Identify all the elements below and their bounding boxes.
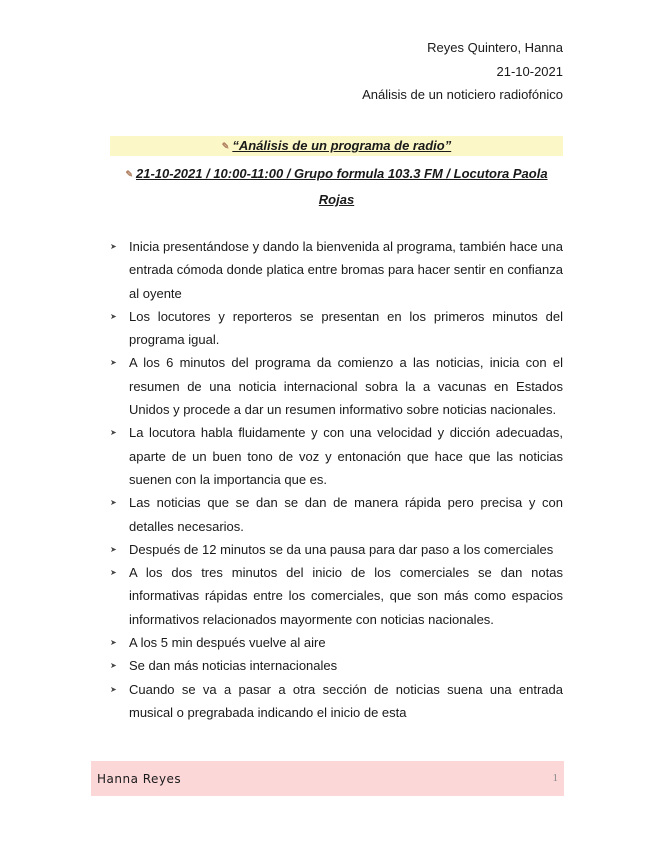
list-item: ➤ La locutora habla fluidamente y con una velocidad y dicción adecuadas, aparte de un buen tono de voz y entonación que hace que las noticias suenen con la importancia que es. <box>110 421 563 491</box>
header-date: 21-10-2021 <box>496 63 563 79</box>
author-name: Reyes Quintero, Hanna <box>427 40 563 55</box>
document-title <box>110 136 563 156</box>
pencil-mark-icon: ✎ <box>125 169 133 179</box>
list-item: ➤ Cuando se va a pasar a otra sección de noticias suena una entrada musical o pregrabada indicando el inicio de esta <box>110 678 563 725</box>
bullet-arrow-icon: ➤ <box>110 661 117 671</box>
list-item: ➤ A los dos tres minutos del inicio de los comerciales se dan notas informativas rápidas entre los comerciales, que son más como espacios informativos relacionados mayormente con noticias nacionales. <box>110 561 563 631</box>
list-item: ➤ Inicia presentándose y dando la bienvenida al programa, también hace una entrada cómoda donde platica entre bromas para hacer sentir en confianza al oyente <box>110 235 563 305</box>
document-subtitle <box>110 161 563 213</box>
bullet-arrow-icon: ➤ <box>110 498 117 508</box>
bullet-arrow-icon: ➤ <box>110 684 117 694</box>
bullet-arrow-icon: ➤ <box>110 428 117 438</box>
pencil-mark-icon: ✎ <box>221 141 230 151</box>
bullet-arrow-icon: ➤ <box>110 544 117 554</box>
document-header <box>362 36 563 107</box>
list-item: ➤ Después de 12 minutos se da una pausa para dar paso a los comerciales <box>110 538 563 561</box>
bullet-arrow-icon: ➤ <box>110 242 117 251</box>
list-item: ➤ A los 5 min después vuelve al aire <box>110 631 563 654</box>
list-item: ➤ A los 6 minutos del programa da comienzo a las noticias, inicia con el resumen de una noticia internacional sobra la a vacunas en Estados Unidos y procede a dar un resumen informativo sobre noticias nacionales. <box>110 351 563 421</box>
bullet-arrow-icon: ➤ <box>110 358 117 368</box>
list-item: ➤ Las noticias que se dan se dan de manera rápida pero precisa y con detalles necesarios. <box>110 491 563 538</box>
page-footer <box>91 761 564 796</box>
document-subject: Análisis de un noticiero radiofónico <box>362 87 563 102</box>
footer-author: Hanna Reyes <box>97 772 182 786</box>
title-text: “Análisis de un programa de radio” <box>232 138 452 153</box>
bullet-arrow-icon: ➤ <box>110 311 117 321</box>
observations-list <box>110 235 563 724</box>
list-item: ➤ Los locutores y reporteros se presentan en los primeros minutos del programa igual. <box>110 305 563 352</box>
page-number: 1 <box>552 772 558 784</box>
list-item: ➤ Se dan más noticias internacionales <box>110 654 563 677</box>
bullet-arrow-icon: ➤ <box>110 638 117 648</box>
subtitle-text: 21-10-2021 / 10:00-11:00 / Grupo formula 103.3 FM / Locutora Paola Rojas <box>135 166 548 207</box>
bullet-arrow-icon: ➤ <box>110 568 117 578</box>
